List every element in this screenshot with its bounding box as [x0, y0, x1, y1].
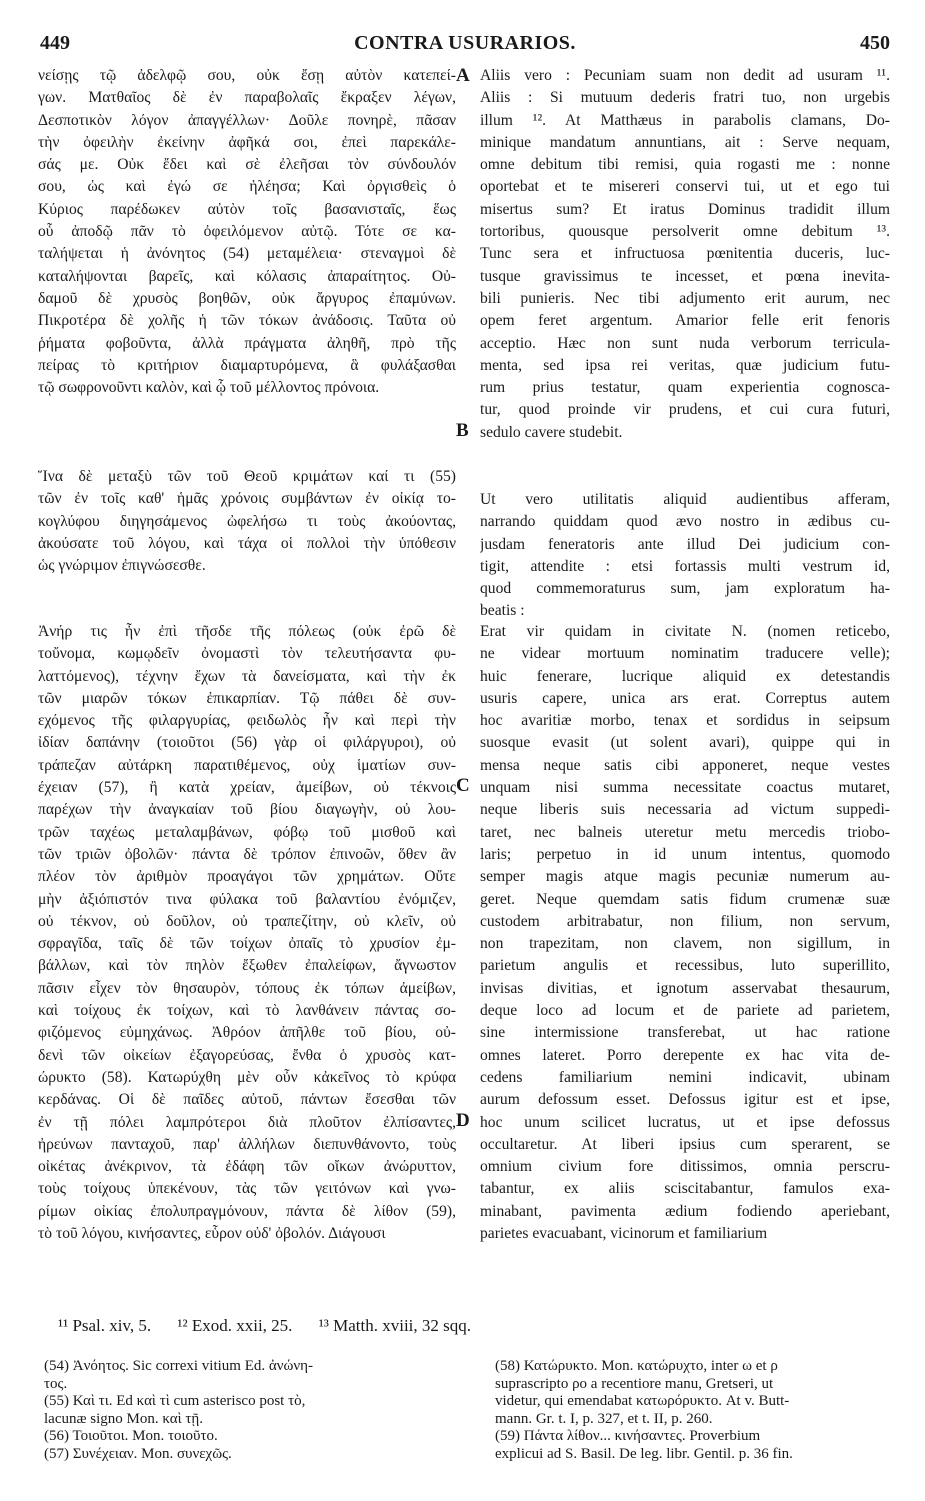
text-line: δαμοῦ δὲ χρυσὸς βοηθῶν, οὐκ ἄργυρος ἐπαμύνων. [38, 289, 456, 307]
text-line: σφραγῖδα, ταῖς δὲ τῶν τοίχων ὀπαῖς τὸ χρυσίον ἐμ- [38, 935, 456, 953]
text-line: omnes lateret. Porro derepente ex hac vita de- [480, 1046, 890, 1064]
text-line: Ἀνήρ τις ἦν ἐπὶ τῆσδε τῆς πόλεως (οὐκ ἐρῶ δὲ [38, 623, 456, 640]
text-line: deque loco ad locum et de pariete ad parietem, [480, 1002, 890, 1020]
text-line: Erat vir quidam in civitate N. (nomen reticebo, [480, 623, 890, 640]
text-line: τράπεζαν αὐτάρκη παρατιθέμενος, οὐχ ἱματίων συν- [38, 756, 456, 774]
text-line: laris; perpetuo in id unum intentus, quomodo [480, 845, 890, 863]
text-line: non trapezitam, non clavem, non sigillum, in [480, 935, 890, 953]
greek-paragraph-1 [38, 65, 456, 399]
text-line: φιζόμενος εὐμηχάνως. Ἀθρόον ἀπῆλθε τοῦ βίου, οὐ- [38, 1024, 456, 1042]
text-line: tur, quod proinde vir prudens, et cui cura futuri, [480, 401, 890, 419]
text-line: occultaretur. At liberi ipsius cum sperarent, se [480, 1135, 890, 1153]
text-line: τὸ τοῦ λόγου, κινήσαντες, εὗρον οὐδ' ὀβολόν. Διάγουσι [38, 1225, 386, 1243]
text-line: τρῶν ταχέως μεταλαμβάνων, φόβῳ τοῦ μισθοῦ καὶ [38, 823, 456, 841]
scripture-ref: ¹² Exod. xxii, 25. [177, 1316, 293, 1335]
text-line: Aliis vero : Pecuniam suam non dedit ad usuram ¹¹. [480, 67, 890, 84]
text-line: λαττόμενος), τέχνην ἔχων τὰ δανείσματα, καὶ τὴν ἐκ [38, 667, 456, 685]
text-line: hoc unum scilicet lucratus, ut et ipse defossus [480, 1113, 890, 1131]
text-line: (59) Πάντα λίθον... κινήσαντες. Proverbium [495, 1428, 761, 1444]
text-line: quod commemoraturus sum, jam exploratum ha- [480, 580, 890, 598]
page-number-right: 450 [860, 32, 890, 54]
text-line: κογλύφου διηγησάμενος ὠφελήσω τι τοὺς ἀκούοντας, [38, 512, 456, 530]
text-line: semper magis atque magis pecuniæ numerum au- [480, 868, 890, 886]
text-line: custodem arbitrabatur, non filium, non servum, [480, 912, 890, 930]
text-line: ἀκούσατε τοῦ λόγου, καὶ τάχα οἱ πολλοὶ τὴν ὑπόθεσιν [38, 534, 456, 552]
text-line: Ut vero utilitatis aliquid audientibus afferam, [480, 491, 890, 508]
text-line: τοὔνομα, κωμῳδεῖν ὀνομαστὶ τὸν τελευτήσαντα φυ- [38, 645, 456, 663]
text-line: sine intermissione transferebat, ut hac ratione [480, 1024, 890, 1042]
text-line: beatis : [480, 602, 525, 620]
section-marker-b: B [456, 420, 469, 441]
text-line: τῶν τριῶν ὀβολῶν· πάντα δὲ τρόπον ἐπινοῶν, ὅθεν ἂν [38, 845, 456, 863]
text-line: suosque evasit (ut solent avari), quippe qui in [480, 734, 890, 752]
text-line: misertus sum? Et iratus Dominus tradidit illum [480, 200, 890, 218]
text-line: geret. Neque quemdam satis fidum crumenæ suæ [480, 890, 890, 908]
page-header [40, 32, 890, 58]
text-line: oportebat et te misereri conservi tui, ut et ego tui [480, 178, 890, 196]
text-line: ἠρεύνων πανταχοῦ, παρ' ἀλλήλων διεπυνθάνοντο, τοὺς [38, 1135, 456, 1153]
text-line: γων. Ματθαῖος δὲ ἐν παραβολαῖς ἔκραξεν λέγων, [38, 89, 456, 107]
section-marker-c: C [456, 775, 470, 796]
text-line: σάς με. Οὐκ ἔδει καὶ σὲ ἐλεῆσαι τὸν σύνδουλόν [38, 156, 456, 174]
text-line: ἰδίαν δαπάνην (τοιοῦτοι (56) γὰρ οἱ φιλάργυροι), οὐ [38, 734, 456, 752]
page-number-left: 449 [40, 32, 70, 54]
text-line: πλέον τὸν ἀριθμὸν προαγάγοι τῶν χρημάτων. Οὔτε [38, 868, 456, 886]
text-line: Aliis : Si mutuum dederis fratri tuo, non urgebis [480, 89, 890, 107]
text-line: τῷ σωφρονοῦντι καλὸν, καὶ ᾧ τοῦ μέλλοντος πρόνοια. [38, 379, 380, 397]
text-line: taret, nec balneis uteretur metu mercedis triobo- [480, 823, 890, 841]
text-line: τος. [44, 1375, 68, 1392]
text-line: Κύριος παρέδωκεν αὐτὸν τοῖς βασανισταῖς, ἕως [38, 200, 456, 218]
section-marker-a: A [456, 65, 470, 86]
text-line: rum prius testatur, quam experientia cognosca- [480, 379, 890, 397]
running-title: CONTRA USURARIOS. [354, 32, 576, 54]
text-line: mann. Gr. t. I, p. 327, et t. II, p. 260. [495, 1410, 713, 1427]
text-line: lacunæ signo Mon. καὶ τῇ. [44, 1410, 204, 1427]
text-line: Tunc sera et infructuosa pœnitentia duceris, luc- [480, 245, 890, 263]
text-line: Δεσποτικὸν λόγον ἀπαγγέλλων· Δοῦλε πονηρὲ, πᾶσαν [38, 111, 456, 129]
greek-paragraph-2 [38, 466, 456, 577]
text-line: tigit, attendite : etsi fortassis multi vestrum id, [480, 557, 890, 575]
text-line: ώρυκτο (58). Κατωρύχθη μὲν οὖν κἀκεῖνος τὸ κρύφα [38, 1068, 456, 1086]
text-line: aurum defossum esset. Defossus igitur est et ipse, [480, 1091, 890, 1109]
text-line: τοὺς τοίχους ὑπεκένουν, τὰς τῶν γειτόνων καὶ γνω- [38, 1180, 456, 1198]
text-line: (57) Συνέχειαν. Mon. συνεχῶς. [44, 1445, 232, 1462]
text-line: ὡς γνώριμον ἐπιγνώσεσθε. [38, 557, 206, 575]
text-line: videtur, qui emendabat κατωρόρυκτο. At v. Butt- [495, 1393, 790, 1409]
text-line: ne videar mortuum nominatim traducere velle); [480, 645, 890, 663]
text-line: ἐν τῇ πόλει λαμπρότεροι διὰ πλοῦτον ἐλπίσαντες, [38, 1113, 456, 1131]
latin-paragraph-1 [480, 65, 890, 444]
text-line: καταλήψονται βαρεῖς, καὶ κόλασις ἀπαραίτητος. Οὐ- [38, 267, 456, 285]
text-line: τῶν μιαρῶν τόκων ἐπικαρπίαν. Τῷ πάθει δὲ συν- [38, 689, 456, 707]
section-marker-d: D [456, 1110, 470, 1131]
text-line: sedulo cavere studebit. [480, 423, 623, 441]
text-line: νείσῃς τῷ ἀδελφῷ σου, οὐκ ἔσῃ αὐτὸν κατεπεί- [38, 67, 456, 84]
greek-paragraph-3 [38, 621, 456, 1245]
text-line: parietum angulis et recessibus, luto superillito, [480, 957, 890, 975]
footnotes-left [44, 1358, 454, 1463]
text-line: illum ¹². At Matthæus in parabolis clamans, Do- [480, 111, 890, 129]
text-line: mensa neque satis cibi apponeret, neque vestes [480, 756, 890, 774]
text-line: Ἵνα δὲ μεταξὺ τῶν τοῦ Θεοῦ κριμάτων καί τι (55) [38, 468, 456, 485]
text-line: (56) Τοιοῦτοι. Mon. τοιοῦτο. [44, 1428, 218, 1444]
footnotes-right [495, 1358, 890, 1463]
text-line: minique mandatum annuntians, ait : Serve nequam, [480, 133, 890, 151]
text-line: εχόμενος τῆς φιλαργυρίας, φειδωλὸς ἦν καὶ περὶ τὴν [38, 712, 456, 730]
text-line: narrando quiddam quod ævo nostro in ædibus cu- [480, 513, 890, 531]
text-line: δενὶ τῶν οἰκείων ἐξαγορεύσας, ἔνθα ὁ χρυσὸς κατ- [38, 1046, 456, 1064]
text-line: ρίμων οἰκίας ἐπολυπραγμόνουν, πάντα δὲ λίθον (59), [38, 1202, 456, 1220]
text-line: οὐ τέκνον, οὐ δοῦλον, οὐ τραπεζίτην, οὐ κλεῖν, οὐ [38, 912, 456, 930]
text-line: cedens familiarium nemini indicavit, ubinam [480, 1068, 890, 1086]
text-line: suprascripto ρο a recentiore manu, Gretseri, ut [495, 1375, 774, 1392]
text-line: τῶν ἐν τοῖς καθ' ἡμᾶς χρόνοις συμβάντων ἐν οἰκίᾳ το- [38, 490, 456, 508]
text-line: parietes evacuabant, vicinorum et familiarium [480, 1225, 768, 1243]
text-line: menta, sed ipsa rei veritas, quæ judicium futu- [480, 356, 890, 374]
scripture-ref: ¹³ Matth. xviii, 32 sqq. [318, 1316, 472, 1335]
text-line: (55) Καὶ τι. Ed καὶ τὶ cum asterisco post τὸ, [44, 1393, 306, 1409]
text-line: jusdam feneratoris ante illud Dei judicium con- [480, 535, 890, 553]
text-line: neque liberis suis necessaria ad victum suppedi- [480, 801, 890, 819]
text-line: παρέχων τὴν ἀναγκαίαν τοῦ βίου διαγωγὴν, οὐ λου- [38, 801, 456, 819]
scripture-ref: ¹¹ Psal. xiv, 5. [58, 1316, 152, 1335]
text-line: κερδάνας. Οἱ δὲ παῖδες αὐτοῦ, πάντων ἔσεσθαι τῶν [38, 1091, 456, 1109]
text-line: μὴν ἀξιόπιστόν τινα φύλακα τοῦ βαλαντίου ἐνόμιζεν, [38, 890, 456, 908]
text-line: Πικροτέρα δὲ χολῆς ἡ τῶν τόκων ἀνάδοσις. Ταῦτα οὐ [38, 312, 456, 330]
text-line: tabantur, ex aliis sciscitabantur, famulos exa- [480, 1180, 890, 1198]
text-line: hoc avaritiæ morbo, tenax et sordidus in seipsum [480, 712, 890, 730]
text-line: οἰκέτας ἀνέκρινον, τὰ ἐδάφη τῶν οἴκων ἀνώρυττον, [38, 1158, 456, 1176]
text-line: acceptio. Hæc non sunt nuda verborum terricula- [480, 334, 890, 352]
latin-paragraph-2 [480, 489, 890, 623]
text-line: (58) Κατώρυκτο. Mon. κατώρυχτο, inter ω et ρ [495, 1358, 778, 1374]
text-line: omne debitum tibi remisi, quia rogasti me : nonne [480, 156, 890, 174]
text-line: τὴν ὀφειλὴν ἐκείνην ἀφῆκά σοι, ἐπεὶ παρεκάλε- [38, 133, 456, 151]
text-line: opem feret argentum. Amarior felle erit fenoris [480, 312, 890, 330]
text-line: πείρας τὸ κριτήριον διαμαρτυρόμενα, ἃ φυλάξασθαι [38, 356, 456, 374]
text-line: ῥήματα φοβοῦντα, ἀλλὰ πράγματα ἀληθῆ, πρὸ τῆς [38, 334, 456, 352]
text-line: tusque gravissimus te incesset, et pœna inevita- [480, 267, 890, 285]
text-line: bili punieris. Nec tibi adjumento erit aurum, nec [480, 289, 890, 307]
text-line: καὶ τοίχους ἐκ τοίχων, καὶ τὸ λανθάνειν πάντας σο- [38, 1002, 456, 1020]
text-line: explicui ad S. Basil. De leg. libr. Gentil. p. 36 fin. [495, 1445, 793, 1462]
text-line: έχειαν (57), ἢ κατὰ χρείαν, ἀμείβων, οὐ τέκνοις [38, 779, 456, 797]
text-line: minabant, pavimenta ædium fodiendo aperiebant, [480, 1202, 890, 1220]
text-line: usuris capere, unica ars erat. Correptus autem [480, 689, 890, 707]
scripture-references [58, 1316, 858, 1336]
latin-paragraph-3 [480, 621, 890, 1245]
text-line: huic fenerare, lucrique aliquid ex detestandis [480, 667, 890, 685]
text-line: invisas divitias, et ignotum asservabat thesaurum, [480, 979, 890, 997]
text-line: unquam nisi summa necessitate coactus mutaret, [480, 779, 890, 797]
text-line: οὗ ἀποδῷ πᾶν τὸ ὀφειλόμενον αὐτῷ. Τότε σε κα- [38, 223, 456, 241]
text-line: tortoribus, quousque persolverit omne debitum ¹³. [480, 223, 890, 241]
text-line: omnium civium fore ditissimos, omnia perscru- [480, 1158, 890, 1176]
text-line: σου, ὡς καὶ ἐγώ σε ἠλέησα; Καὶ ὀργισθεὶς ὁ [38, 178, 456, 196]
text-line: πᾶσιν εἶχεν τὸν θησαυρὸν, τόπους ἐκ τόπων ἀμείβων, [38, 979, 456, 997]
text-line: ταλήψεται ἡ ἀνόνητος (54) μεταμέλεια· στεναγμοὶ δὲ [38, 245, 456, 263]
text-line: (54) Ἀνόητος. Sic correxi vitium Ed. ἀνώνη- [44, 1358, 314, 1374]
text-line: βάλλων, καὶ τὸν πηλὸν ἔξωθεν ἐπαλείφων, ἄγνωστον [38, 957, 456, 975]
